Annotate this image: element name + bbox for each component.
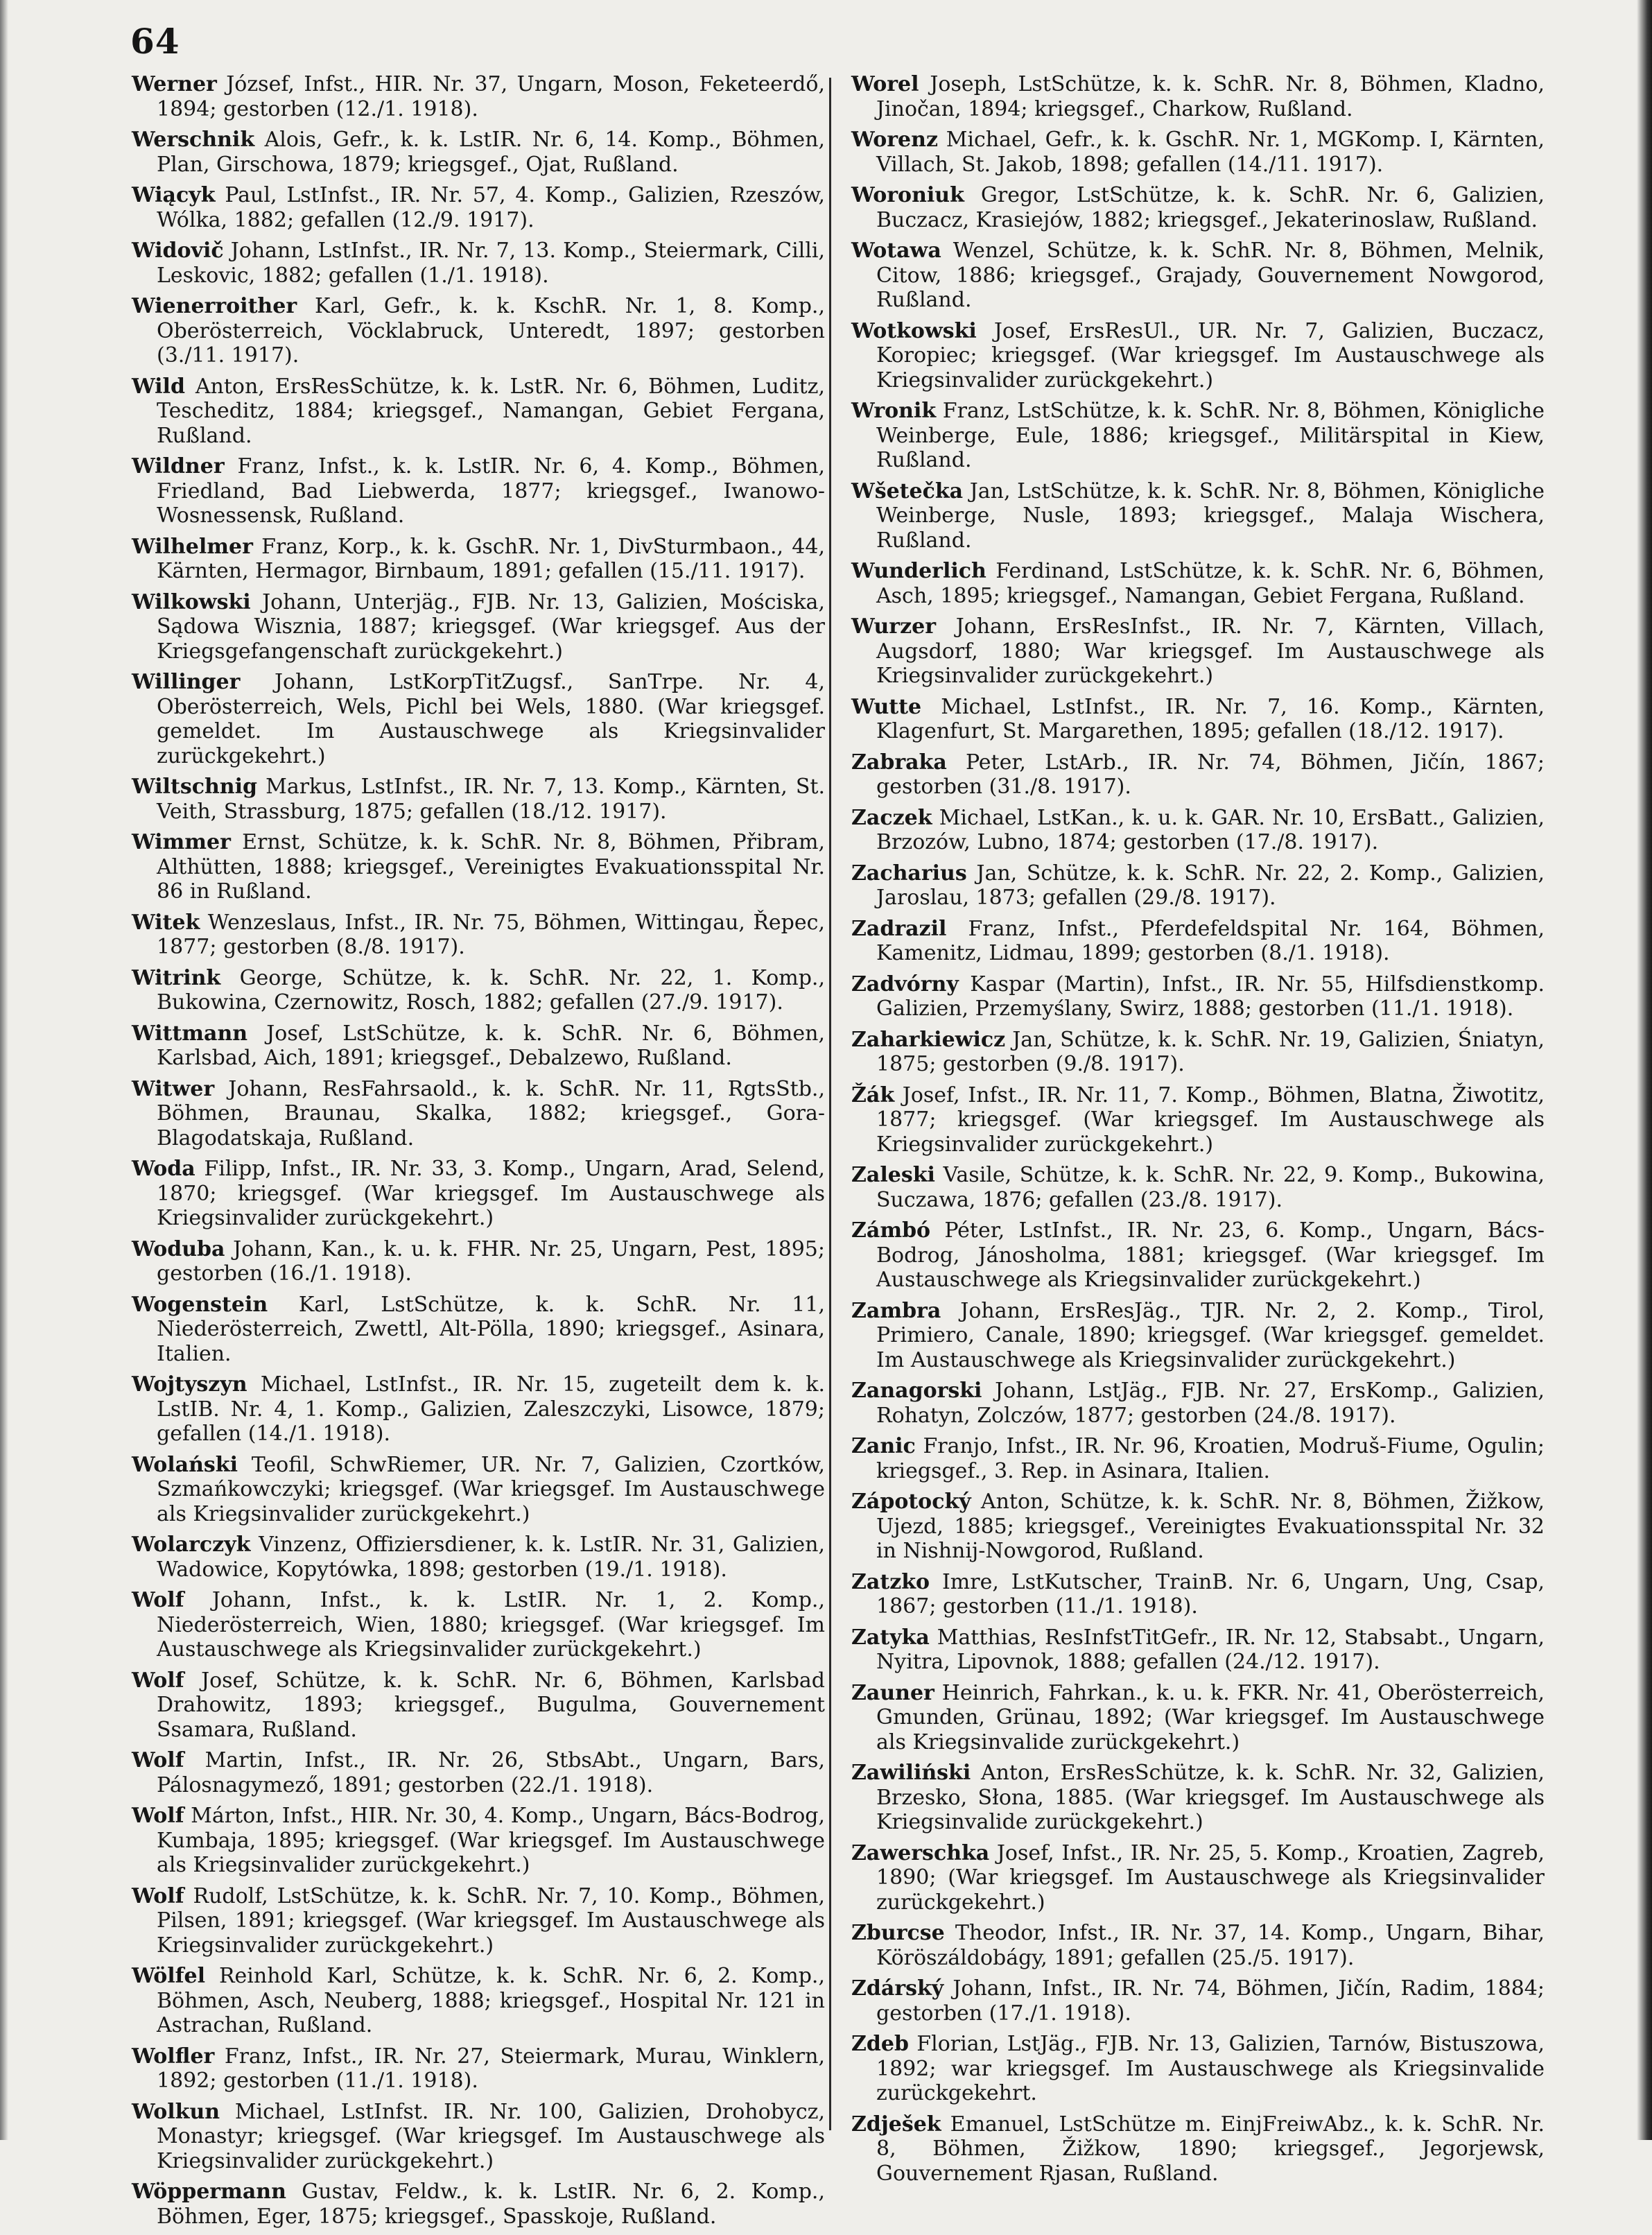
entry-details: Johann, ResFahrsaold., k. k. SchR. Nr. 11, RgtsStb., Böhmen, Braunau, Skalka, 1882; kriegsgef., Gora-Blagodatskaja, Rußland. (157, 1076, 825, 1150)
register-entry (851, 695, 1545, 744)
entry-details: Franjo, Infst., IR. Nr. 96, Kroatien, Modruš-Fiume, Ogulin; kriegsgef., 3. Rep. in Asinara, Italien. (876, 1434, 1545, 1483)
entry-details: Johann, LstJäg., FJB. Nr. 27, ErsKomp., Galizien, Rohatyn, Zolczów, 1877; gestorben (24./8. 1917). (876, 1379, 1545, 1428)
entry-surname: Witrink (132, 965, 221, 990)
entry-details: Johann, ErsResInfst., IR. Nr. 7, Kärnten, Villach, Augsdorf, 1880; War kriegsgef. Im Austauschwege als Kriegsinvalider zurückgekehrt.) (876, 614, 1545, 688)
entry-details: Emanuel, LstSchütze m. EinjFreiwAbz., k. k. SchR. Nr. 8, Böhmen, Žižkow, 1890; kriegsgef., Jegorjewsk, Gouvernement Rjasan, Rußland. (876, 2112, 1545, 2186)
register-entry (851, 1490, 1545, 1564)
register-entry (132, 1804, 825, 1878)
register-entry (851, 1028, 1545, 1077)
entry-surname: Wild (132, 374, 185, 399)
register-entry (132, 128, 825, 177)
entry-details: Martin, Infst., IR. Nr. 26, StbsAbt., Ungarn, Bars, Pálosnagymező, 1891; gestorben (22./1. 1918). (157, 1748, 825, 1797)
entry-details: Josef, Infst., IR. Nr. 11, 7. Komp., Böhmen, Blatna, Žiwotitz, 1877; kriegsgef. (War kriegsgef. Im Austauschwege als Kriegsinvalider zurückgekehrt.) (876, 1082, 1545, 1157)
entry-surname: Zatzko (851, 1569, 930, 1594)
entry-surname: Zdješek (851, 2112, 941, 2137)
entry-surname: Wšetečka (851, 478, 964, 503)
register-entry (132, 775, 825, 824)
entry-surname: Werner (132, 72, 217, 96)
register-entry (851, 1570, 1545, 1619)
entry-surname: Wiltschnig (132, 775, 257, 799)
entry-surname: Zburcse (851, 1921, 945, 1945)
entry-details: Alois, Gefr., k. k. LstIR. Nr. 6, 14. Komp., Böhmen, Plan, Girschowa, 1879; kriegsgef., Ojat, Rußland. (157, 128, 825, 177)
entry-details: Michael, Gefr., k. k. GschR. Nr. 1, MGKomp. I, Kärnten, Villach, St. Jakob, 1898; gefallen (14./11. 1917). (876, 128, 1545, 177)
entry-details: Josef, LstSchütze, k. k. SchR. Nr. 6, Böhmen, Karlsbad, Aich, 1891; kriegsgef., Debalzewo, Rußland. (157, 1021, 825, 1070)
entry-surname: Woduba (132, 1236, 225, 1261)
entry-surname: Wutte (851, 694, 922, 719)
entry-details: Markus, LstInfst., IR. Nr. 7, 13. Komp., Kärnten, St. Veith, Strassburg, 1875; gefallen (18./12. 1917). (157, 775, 825, 824)
register-entry (132, 2044, 825, 2094)
entry-details: Johann, LstInfst., IR. Nr. 7, 13. Komp., Steiermark, Cilli, Leskovic, 1882; gefallen (1./1. 1918). (157, 239, 825, 288)
entry-details: Florian, LstJäg., FJB. Nr. 13, Galizien, Tarnów, Bistuszowa, 1892; war kriegsgef. Im Austauschwege als Kriegsinvalide zurückgekehrt. (876, 2032, 1545, 2105)
register-entry (851, 183, 1545, 232)
register-entry (132, 1884, 825, 1958)
entry-surname: Wotawa (851, 239, 941, 263)
register-entry (851, 479, 1545, 553)
entry-details: Imre, LstKutscher, TrainB. Nr. 6, Ungarn, Ung, Csap, 1867; gestorben (11./1. 1918). (876, 1569, 1545, 1619)
entry-details: Karl, Gefr., k. k. KschR. Nr. 1, 8. Komp., Oberösterreich, Vöcklabruck, Unteredt, 1897; gestorben (3./11. 1917). (157, 294, 825, 368)
register-entry (851, 239, 1545, 313)
register-entry (132, 1237, 825, 1286)
entry-surname: Wolfler (132, 2044, 215, 2069)
entry-surname: Zaczek (851, 805, 932, 830)
entry-details: Michael, LstInfst., IR. Nr. 15, zugeteilt dem k. k. LstIB. Nr. 4, 1. Komp., Galizien, Zaleszczyki, Lisowce, 1879; gefallen (14./1. 1918). (157, 1372, 825, 1446)
entry-details: Teofil, SchwRiemer, UR. Nr. 7, Galizien, Czortków, Szmańkowczyki; kriegsgef. (War kriegsgef. Im Austauschwege als Kriegsinvalider zurückgekehrt.) (157, 1452, 826, 1526)
entry-details: Anton, ErsResSchütze, k. k. LstR. Nr. 6, Böhmen, Luditz, Tescheditz, 1884; kriegsgef., Namangan, Gebiet Fergana, Rußland. (157, 374, 825, 448)
entry-surname: Zápotocký (851, 1490, 971, 1514)
entry-details: Kaspar (Martin), Infst., IR. Nr. 55, Hilfsdienstkomp. Galizien, Przemyślany, Swirz, 1888; gestorben (11./1. 1918). (876, 972, 1545, 1021)
entry-surname: Wöppermann (132, 2180, 286, 2204)
register-entry (132, 1293, 825, 1367)
entry-surname: Wojtyszyn (132, 1372, 247, 1397)
register-entry (132, 535, 825, 584)
entry-surname: Wunderlich (851, 559, 986, 583)
entry-details: Franz, Infst., IR. Nr. 27, Steiermark, Murau, Winklern, 1892; gestorben (11./1. 1918). (157, 2044, 825, 2093)
register-entry (132, 1077, 825, 1151)
register-entry (851, 1681, 1545, 1755)
entry-surname: Wienerroither (132, 294, 297, 318)
entry-details: Josef, ErsResUl., UR. Nr. 7, Galizien, Buczacz, Koropiec; kriegsgef. (War kriegsgef. Im Austauschwege als Kriegsinvalider zurückgekehrt.) (876, 318, 1545, 392)
entry-details: Matthias, ResInfstTitGefr., IR. Nr. 12, Stabsabt., Ungarn, Nyitra, Lipovnok, 1888; gefallen (24./12. 1917). (876, 1625, 1545, 1674)
entry-details: Wenzeslaus, Infst., IR. Nr. 75, Böhmen, Wittingau, Řepec, 1877; gestorben (8./8. 1917). (157, 910, 825, 959)
entry-surname: Wotkowski (851, 318, 977, 343)
entry-details: Josef, Infst., IR. Nr. 25, 5. Komp., Kroatien, Zagreb, 1890; (War kriegsgef. Im Austauschwege als Kriegsinvalider zurückgekehrt.) (876, 1840, 1545, 1915)
entry-surname: Zatyka (851, 1625, 930, 1650)
entry-details: Gregor, LstSchütze, k. k. SchR. Nr. 6, Galizien, Buczacz, Krasiejów, 1882; kriegsgef., Jekaterinoslaw, Rußland. (876, 183, 1545, 232)
register-entry (851, 319, 1545, 393)
entry-surname: Wronik (851, 399, 937, 423)
column-divider (829, 78, 831, 2130)
entry-details: Theodor, Infst., IR. Nr. 37, 14. Komp., Ungarn, Bihar, Köröszáldobágy, 1891; gefallen (25./5. 1917). (876, 1921, 1545, 1970)
register-entry (132, 2100, 825, 2174)
register-entry (851, 1163, 1545, 1212)
entry-surname: Wolkun (132, 2099, 220, 2124)
left-column (132, 72, 825, 2235)
register-entry (851, 1841, 1545, 1915)
entry-surname: Zawiliński (851, 1761, 971, 1785)
page-number: 64 (130, 21, 180, 62)
register-entry (851, 750, 1545, 800)
register-entry (132, 72, 825, 121)
entry-surname: Werschnik (132, 128, 255, 152)
entry-details: Johann, LstKorpTitZugsf., SanTrpe. Nr. 4, Oberösterreich, Wels, Pichl bei Wels, 1880. (War kriegsgef. gemeldet. Im Austauschwege als Kriegsinvalider zurückgekehrt.) (157, 670, 826, 768)
entry-surname: Worel (851, 72, 919, 96)
register-entry (851, 1976, 1545, 2026)
entry-details: Peter, LstArb., IR. Nr. 74, Böhmen, Jičín, 1867; gestorben (31./8. 1917). (876, 750, 1545, 799)
register-entry (851, 2032, 1545, 2106)
register-entry (132, 911, 825, 960)
entry-surname: Zdeb (851, 2032, 909, 2056)
entry-details: Anton, Schütze, k. k. SchR. Nr. 8, Böhmen, Žižkow, Ujezd, 1885; kriegsgef., Vereinigtes Evakuationsspital Nr. 32 in Nishnij-Nowgorod, Rußland. (876, 1490, 1545, 1563)
entry-details: Josef, Schütze, k. k. SchR. Nr. 6, Böhmen, Karlsbad Drahowitz, 1893; kriegsgef., Bugulma, Gouvernement Ssamara, Rußland. (157, 1668, 825, 1742)
entry-details: Wenzel, Schütze, k. k. SchR. Nr. 8, Böhmen, Melnik, Citow, 1886; kriegsgef., Grajady, Gouvernement Nowgorod, Rußland. (876, 239, 1545, 312)
entry-surname: Witek (132, 910, 200, 935)
register-entry (851, 399, 1545, 473)
entry-surname: Wölfel (132, 1964, 206, 1988)
entry-surname: Žák (851, 1082, 895, 1107)
entry-details: Michael, LstInfst., IR. Nr. 7, 16. Komp., Kärnten, Klagenfurt, St. Margarethen, 1895; gefallen (18./12. 1917). (876, 694, 1545, 743)
register-entry (851, 1379, 1545, 1428)
entry-details: Vasile, Schütze, k. k. SchR. Nr. 22, 9. Komp., Bukowina, Suczawa, 1876; gefallen (23./8. 1917). (876, 1163, 1545, 1212)
entry-surname: Zabraka (851, 750, 947, 775)
entry-details: Filipp, Infst., IR. Nr. 33, 3. Komp., Ungarn, Arad, Selend, 1870; kriegsgef. (War kriegsgef. Im Austauschwege als Kriegsinvalider zurückgekehrt.) (157, 1157, 825, 1230)
entry-details: Ferdinand, LstSchütze, k. k. SchR. Nr. 6, Böhmen, Asch, 1895; kriegsgef., Namangan, Gebiet Fergana, Rußland. (876, 559, 1545, 608)
register-entry (132, 1964, 825, 2038)
register-entry (132, 1533, 825, 1582)
entry-details: Franz, Infst., k. k. LstIR. Nr. 6, 4. Komp., Böhmen, Friedland, Bad Liebwerda, 1877; kriegsgef., Iwanowo-Wosnessensk, Rußland. (157, 454, 825, 528)
register-entry (851, 861, 1545, 911)
entry-surname: Zdárský (851, 1976, 944, 2001)
register-entry (132, 239, 825, 288)
entry-details: Rudolf, LstSchütze, k. k. SchR. Nr. 7, 10. Komp., Böhmen, Pilsen, 1891; kriegsgef. (War kriegsgef. Im Austauschwege als Kriegsinvalider zurückgekehrt.) (157, 1883, 825, 1958)
register-entry (132, 454, 825, 528)
scan-edge-right (1637, 0, 1652, 2140)
register-entry (851, 972, 1545, 1021)
entry-surname: Wildner (132, 454, 225, 478)
register-entry (851, 2112, 1545, 2186)
entry-surname: Wolf (132, 1883, 184, 1908)
scan-edge-left (0, 0, 8, 2140)
entry-surname: Wolf (132, 1668, 184, 1693)
register-entry (851, 614, 1545, 689)
entry-details: Jan, Schütze, k. k. SchR. Nr. 19, Galizien, Śniatyn, 1875; gestorben (9./8. 1917). (876, 1027, 1545, 1076)
register-entry (851, 1921, 1545, 1970)
register-entry (132, 670, 825, 768)
register-entry (851, 128, 1545, 177)
entry-surname: Wimmer (132, 830, 231, 854)
entry-details: Joseph, LstSchütze, k. k. SchR. Nr. 8, Böhmen, Kladno, Jinočan, 1894; kriegsgef., Charkow, Rußland. (876, 72, 1545, 121)
register-entry (132, 1021, 825, 1071)
entry-surname: Zadrazil (851, 916, 947, 941)
entry-surname: Zaleski (851, 1163, 935, 1187)
register-entry (132, 1588, 825, 1662)
entry-details: Vinzenz, Offiziersdiener, k. k. LstIR. Nr. 31, Galizien, Wadowice, Kopytówka, 1898; gestorben (19./1. 1918). (157, 1533, 825, 1582)
entry-details: Péter, LstInfst., IR. Nr. 23, 6. Komp., Ungarn, Bács-Bodrog, Jánosholma, 1881; kriegsgef. (War kriegsgef. Im Austauschwege als Kriegsinvalider zurückgekehrt.) (876, 1218, 1545, 1292)
register-entry (132, 2180, 825, 2229)
entry-surname: Worenz (851, 128, 938, 152)
entry-details: Heinrich, Fahrkan., k. u. k. FKR. Nr. 41, Oberösterreich, Gmunden, Grünau, 1892; (War kriegsgef. Im Austauschwege als Kriegsinvalide zurückgekehrt.) (876, 1680, 1545, 1754)
entry-surname: Wittmann (132, 1021, 248, 1046)
register-entry (851, 1218, 1545, 1293)
entry-details: Karl, LstSchütze, k. k. SchR. Nr. 11, Niederösterreich, Zwettl, Alt-Pölla, 1890; kriegsgef., Asinara, Italien. (157, 1292, 825, 1366)
entry-details: George, Schütze, k. k. SchR. Nr. 22, 1. Komp., Bukowina, Czernowitz, Rosch, 1882; gefallen (27./9. 1917). (157, 965, 825, 1015)
entry-details: Gustav, Feldw., k. k. LstIR. Nr. 6, 2. Komp., Böhmen, Eger, 1875; kriegsgef., Spasskoje, Rußland. (157, 2180, 825, 2229)
entry-details: Johann, Infst., IR. Nr. 74, Böhmen, Jičín, Radim, 1884; gestorben (17./1. 1918). (876, 1976, 1545, 2026)
entry-surname: Zanic (851, 1434, 916, 1458)
entry-details: Reinhold Karl, Schütze, k. k. SchR. Nr. 6, 2. Komp., Böhmen, Asch, Neuberg, 1888; kriegsgef., Hospital Nr. 121 in Astrachan, Rußland. (157, 1964, 825, 2037)
entry-details: Anton, ErsResSchütze, k. k. SchR. Nr. 32, Galizien, Brzesko, Słona, 1885. (War kriegsgef. Im Austauschwege als Kriegsinvalide zurückgekehrt.) (876, 1761, 1545, 1834)
entry-surname: Wurzer (851, 614, 937, 639)
register-entry (132, 1748, 825, 1797)
register-entry (851, 806, 1545, 855)
entry-surname: Wolf (132, 1588, 184, 1612)
entry-surname: Wolf (132, 1748, 184, 1772)
entry-surname: Zacharius (851, 861, 967, 886)
entry-surname: Woroniuk (851, 183, 964, 207)
entry-surname: Zaharkiewicz (851, 1027, 1006, 1052)
entry-surname: Zadvórny (851, 972, 959, 996)
entry-surname: Wiącyk (132, 183, 216, 207)
register-entry (851, 72, 1545, 121)
entry-details: Franz, Korp., k. k. GschR. Nr. 1, DivSturmbaon., 44, Kärnten, Hermagor, Birnbaum, 1891; gefallen (15./11. 1917). (157, 534, 825, 583)
register-entry (132, 966, 825, 1015)
entry-details: Ernst, Schütze, k. k. SchR. Nr. 8, Böhmen, Přibram, Althütten, 1888; kriegsgef., Vereinigtes Evakuationsspital Nr. 86 in Rußland. (157, 830, 825, 904)
entry-surname: Wolf (132, 1804, 184, 1828)
register-entry (851, 1625, 1545, 1675)
entry-details: Michael, LstInfst. IR. Nr. 100, Galizien, Drohobycz, Monastyr; kriegsgef. (War kriegsgef. Im Austauschwege als Kriegsinvalider zurückgekehrt.) (157, 2099, 825, 2173)
register-entry (132, 1453, 825, 1527)
entry-details: Johann, ErsResJäg., TJR. Nr. 2, 2. Komp., Tirol, Primiero, Canale, 1890; kriegsgef. (War kriegsgef. gemeldet. Im Austauschwege als Kriegsinvalider zurückgekehrt.) (876, 1298, 1545, 1372)
entry-surname: Zámbó (851, 1218, 931, 1243)
entry-surname: Witwer (132, 1076, 215, 1101)
entry-surname: Wilhelmer (132, 534, 253, 559)
register-entry (851, 917, 1545, 966)
entry-details: Paul, LstInfst., IR. Nr. 57, 4. Komp., Galizien, Rzeszów, Wólka, 1882; gefallen (12./9. 1917). (157, 183, 825, 232)
register-entry (132, 294, 825, 368)
register-entry (851, 1761, 1545, 1835)
entry-surname: Zanagorski (851, 1379, 982, 1403)
register-entry (132, 1157, 825, 1231)
entry-details: Franz, LstSchütze, k. k. SchR. Nr. 8, Böhmen, Königliche Weinberge, Eule, 1886; kriegsgef., Militärspital in Kiew, Rußland. (876, 399, 1545, 472)
entry-details: Jan, Schütze, k. k. SchR. Nr. 22, 2. Komp., Galizien, Jaroslau, 1873; gefallen (29./8. 1917). (876, 861, 1545, 910)
register-entry (132, 183, 825, 232)
register-entry (851, 1083, 1545, 1157)
register-entry (851, 1434, 1545, 1483)
entry-details: Michael, LstKan., k. u. k. GAR. Nr. 10, ErsBatt., Galizien, Brzozów, Lubno, 1874; gestorben (17./8. 1917). (876, 805, 1545, 854)
register-entry (132, 1372, 825, 1447)
entry-surname: Wilkowski (132, 589, 251, 614)
entry-details: József, Infst., HIR. Nr. 37, Ungarn, Moson, Feketeerdő, 1894; gestorben (12./1. 1918). (157, 72, 825, 121)
right-column (851, 72, 1545, 2192)
register-entry (132, 374, 825, 449)
entry-details: Jan, LstSchütze, k. k. SchR. Nr. 8, Böhmen, Königliche Weinberge, Nusle, 1893; kriegsgef., Malaja Wischera, Rußland. (876, 478, 1545, 553)
entry-details: Johann, Kan., k. u. k. FHR. Nr. 25, Ungarn, Pest, 1895; gestorben (16./1. 1918). (157, 1236, 825, 1286)
entry-surname: Wolański (132, 1452, 238, 1477)
entry-surname: Zambra (851, 1298, 941, 1323)
entry-surname: Zawerschka (851, 1840, 990, 1865)
register-entry (132, 590, 825, 664)
entry-surname: Woda (132, 1157, 195, 1181)
entry-details: Franz, Infst., Pferdefeldspital Nr. 164, Böhmen, Kamenitz, Lidmau, 1899; gestorben (8./1. 1918). (876, 916, 1545, 965)
entry-surname: Widovič (132, 239, 224, 263)
register-entry (132, 1668, 825, 1743)
entry-details: Johann, Infst., k. k. LstIR. Nr. 1, 2. Komp., Niederösterreich, Wien, 1880; kriegsgef. (War kriegsgef. Im Austauschwege als Kriegsinvalider zurückgekehrt.) (157, 1588, 825, 1662)
register-entry (132, 830, 825, 904)
register-entry (851, 559, 1545, 608)
entry-surname: Zauner (851, 1680, 934, 1705)
entry-surname: Wogenstein (132, 1292, 268, 1317)
entry-details: Johann, Unterjäg., FJB. Nr. 13, Galizien, Mościska, Sądowa Wisznia, 1887; kriegsgef. (War kriegsgef. Aus der Kriegsgefangenschaft zurückgekehrt.) (157, 589, 825, 664)
register-entry (851, 1299, 1545, 1373)
entry-details: Márton, Infst., HIR. Nr. 30, 4. Komp., Ungarn, Bács-Bodrog, Kumbaja, 1895; kriegsgef. (War kriegsgef. Im Austauschwege als Kriegsinvalider zurückgekehrt.) (157, 1804, 825, 1877)
entry-surname: Wolarczyk (132, 1533, 251, 1557)
entry-surname: Willinger (132, 670, 241, 694)
